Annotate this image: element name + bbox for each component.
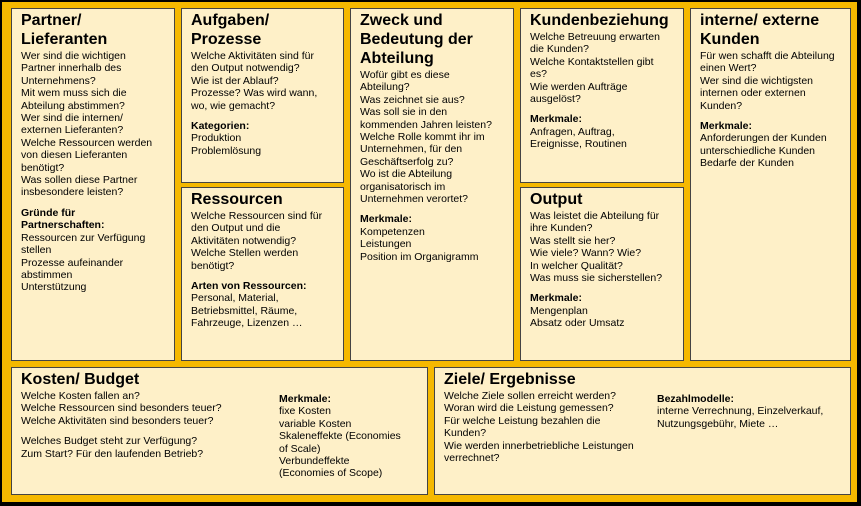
- kundenbeziehung-question-4: es?: [530, 68, 547, 81]
- kunden-spacer: [700, 112, 842, 120]
- kundenbeziehung-title-line-1: Kundenbeziehung: [530, 12, 669, 29]
- kosten-title-line-1: Kosten/ Budget: [21, 371, 140, 388]
- kosten-question-b-1: Welches Budget steht zur Verfügung?: [21, 435, 198, 448]
- zweck-item-3: Position im Organigramm: [360, 250, 479, 263]
- output-heading-1: Merkmale:: [530, 292, 582, 305]
- partner-heading-2: Partnerschaften:: [21, 219, 105, 232]
- kundenbeziehung-heading-1: Merkmale:: [530, 113, 582, 126]
- aufgaben-question-4: Prozesse? Was wird wann,: [191, 87, 318, 100]
- output-question-5: In welcher Qualität?: [530, 259, 623, 272]
- ziele-item-1: interne Verrechnung, Einzelverkauf,: [657, 405, 824, 418]
- ressourcen-question-2: den Output und die: [191, 222, 281, 235]
- block-partner: [11, 8, 175, 361]
- kosten-item-3: Skaleneffekte (Economies: [279, 430, 401, 443]
- ziele-question-2: Woran wird die Leistung gemessen?: [444, 402, 614, 415]
- partner-item-3: Prozesse aufeinander: [21, 256, 124, 269]
- kosten-item-4: of Scale): [279, 442, 321, 455]
- kundenbeziehung-item-2: Ereignisse, Routinen: [530, 138, 627, 151]
- ressourcen-item-3: Fahrzeuge, Lizenzen …: [191, 317, 303, 330]
- output-item-2: Absatz oder Umsatz: [530, 317, 625, 330]
- ziele-question-1: Welche Ziele sollen erreicht werden?: [444, 390, 616, 402]
- ressourcen-item-1: Personal, Material,: [191, 292, 279, 305]
- ressourcen-spacer: [191, 272, 335, 280]
- kunden-question-3: Wer sind die wichtigsten: [700, 74, 814, 87]
- kundenbeziehung-question-6: ausgelöst?: [530, 93, 581, 106]
- ziele-item-2: Nutzungsgebühr, Miete …: [657, 417, 779, 430]
- ressourcen-question-4: Welche Stellen werden: [191, 247, 299, 260]
- kosten-item-5: Verbundeffekte: [279, 455, 350, 468]
- aufgaben-title-line-1: Aufgaben/: [191, 12, 270, 29]
- aufgaben-title-line-2: Prozesse: [191, 31, 262, 48]
- kunden-title-line-2: Kunden: [700, 31, 760, 48]
- partner-heading-1: Gründe für: [21, 206, 76, 219]
- kosten-question-3: Welche Aktivitäten sind besonders teuer?: [21, 414, 214, 427]
- kundenbeziehung-item-1: Anfragen, Auftrag,: [530, 125, 615, 138]
- aufgaben-spacer: [191, 112, 335, 120]
- block-kundenbeziehung: [520, 8, 684, 183]
- partner-title-line-1: Partner/: [21, 12, 82, 29]
- output-title-line-1: Output: [530, 191, 583, 208]
- kunden-question-4: internen oder externen: [700, 87, 806, 100]
- zweck-title-line-1: Zweck und: [360, 12, 443, 29]
- partner-question-6: Wer sind die internen/: [21, 112, 123, 125]
- canvas-frame: [2, 2, 857, 502]
- ressourcen-heading-1: Arten von Ressourcen:: [191, 280, 307, 293]
- ziele-question-6: verrechnet?: [444, 452, 500, 465]
- ziele-left-column: [444, 371, 654, 464]
- partner-question-7: externen Lieferanten?: [21, 124, 124, 137]
- partner-question-11: Was sollen diese Partner: [21, 174, 138, 187]
- kundenbeziehung-question-2: die Kunden?: [530, 43, 589, 56]
- block-output: [520, 187, 684, 361]
- zweck-question-10: organisatorisch im: [360, 180, 446, 193]
- kosten-heading-1: Merkmale:: [279, 393, 331, 405]
- kosten-item-2: variable Kosten: [279, 417, 352, 430]
- output-item-1: Mengenplan: [530, 304, 588, 317]
- ziele-title-line-1: Ziele/ Ergebnisse: [444, 371, 576, 388]
- output-question-6: Was muss sie sicherstellen?: [530, 272, 663, 285]
- kunden-title-line-1: interne/ externe: [700, 12, 820, 29]
- ziele-right-column: [657, 393, 847, 430]
- zweck-spacer: [360, 205, 505, 213]
- kosten-question-b-2: Zum Start? Für den laufenden Betrieb?: [21, 447, 204, 460]
- kundenbeziehung-spacer: [530, 105, 675, 113]
- zweck-question-5: kommenden Jahren leisten?: [360, 118, 492, 131]
- kosten-question-1: Welche Kosten fallen an?: [21, 390, 140, 402]
- kunden-item-2: unterschiedliche Kunden: [700, 144, 815, 157]
- partner-question-5: Abteilung abstimmen?: [21, 99, 125, 112]
- partner-item-4: abstimmen: [21, 268, 73, 281]
- aufgaben-heading-1: Kategorien:: [191, 120, 250, 133]
- zweck-question-4: Was soll sie in den: [360, 106, 448, 119]
- kosten-left-column: [21, 371, 276, 460]
- kundenbeziehung-question-5: Wie werden Aufträge: [530, 80, 628, 93]
- kosten-item-1: fixe Kosten: [279, 405, 331, 418]
- block-ressourcen: [181, 187, 344, 361]
- kunden-question-5: Kunden?: [700, 99, 743, 112]
- output-question-1: Was leistet die Abteilung für: [530, 210, 660, 222]
- zweck-question-9: Wo ist die Abteilung: [360, 168, 453, 181]
- partner-question-4: Mit wem muss sich die: [21, 87, 127, 100]
- aufgaben-question-5: wo, wie gemacht?: [191, 99, 276, 112]
- ressourcen-title-line-1: Ressourcen: [191, 191, 283, 208]
- kosten-spacer: [21, 427, 276, 435]
- zweck-question-6: Welche Rolle kommt ihr im: [360, 131, 485, 144]
- partner-item-5: Unterstützung: [21, 281, 87, 294]
- zweck-question-3: Was zeichnet sie aus?: [360, 93, 465, 106]
- output-question-3: Was stellt sie her?: [530, 234, 616, 247]
- zweck-question-7: Unternehmen, für den: [360, 143, 463, 156]
- kunden-heading-1: Merkmale:: [700, 120, 752, 133]
- zweck-item-2: Leistungen: [360, 238, 412, 251]
- zweck-question-1: Wofür gibt es diese: [360, 69, 450, 81]
- kosten-item-6: (Economies of Scope): [279, 467, 383, 480]
- partner-spacer: [21, 199, 166, 207]
- partner-question-3: Unternehmens?: [21, 74, 96, 87]
- zweck-question-2: Abteilung?: [360, 81, 410, 94]
- partner-question-9: von diesen Lieferanten: [21, 149, 128, 162]
- partner-question-10: benötigt?: [21, 161, 65, 174]
- partner-item-1: Ressourcen zur Verfügung: [21, 231, 146, 244]
- ressourcen-question-5: benötigt?: [191, 259, 235, 272]
- output-question-4: Wie viele? Wann? Wie?: [530, 247, 642, 260]
- output-spacer: [530, 284, 675, 292]
- output-question-2: ihre Kunden?: [530, 222, 593, 235]
- partner-question-12: insbesondere leisten?: [21, 186, 124, 199]
- ziele-heading-1: Bezahlmodelle:: [657, 393, 735, 405]
- zweck-title-line-3: Abteilung: [360, 50, 434, 67]
- zweck-question-11: Unternehmen verortet?: [360, 193, 468, 206]
- partner-title-line-2: Lieferanten: [21, 31, 108, 48]
- block-aufgaben: [181, 8, 344, 183]
- zweck-question-8: Geschäftserfolg zu?: [360, 155, 454, 168]
- kunden-question-1: Für wen schafft die Abteilung: [700, 50, 835, 62]
- zweck-title-line-2: Bedeutung der: [360, 31, 473, 48]
- ziele-question-4: Kunden?: [444, 427, 487, 440]
- partner-question-2: Partner innerhalb des: [21, 62, 122, 75]
- zweck-item-1: Kompetenzen: [360, 225, 425, 238]
- aufgaben-item-2: Problemlösung: [191, 144, 262, 157]
- partner-item-2: stellen: [21, 244, 52, 257]
- block-kunden: [690, 8, 851, 361]
- aufgaben-item-1: Produktion: [191, 132, 242, 145]
- kunden-question-2: einen Wert?: [700, 62, 757, 75]
- aufgaben-question-3: Wie ist der Ablauf?: [191, 74, 279, 87]
- kosten-question-2: Welche Ressourcen sind besonders teuer?: [21, 402, 222, 415]
- zweck-heading-1: Merkmale:: [360, 213, 412, 226]
- partner-question-8: Welche Ressourcen werden: [21, 136, 153, 149]
- block-zweck: [350, 8, 514, 361]
- ressourcen-question-3: Aktivitäten notwendig?: [191, 234, 297, 247]
- block-kosten: [11, 367, 428, 495]
- kunden-item-1: Anforderungen der Kunden: [700, 132, 827, 145]
- kundenbeziehung-question-1: Welche Betreuung erwarten: [530, 31, 660, 43]
- ziele-question-5: Wie werden innerbetriebliche Leistungen: [444, 439, 634, 452]
- partner-question-1: Wer sind die wichtigen: [21, 50, 126, 62]
- aufgaben-question-2: den Output notwendig?: [191, 62, 300, 75]
- aufgaben-question-1: Welche Aktivitäten sind für: [191, 50, 314, 62]
- ressourcen-item-2: Betriebsmittel, Räume,: [191, 304, 298, 317]
- ressourcen-question-1: Welche Ressourcen sind für: [191, 210, 323, 222]
- block-ziele: [434, 367, 851, 495]
- ziele-question-3: Für welche Leistung bezahlen die: [444, 414, 601, 427]
- kosten-right-column: [279, 393, 424, 480]
- kunden-item-3: Bedarfe der Kunden: [700, 157, 794, 170]
- kundenbeziehung-question-3: Welche Kontaktstellen gibt: [530, 55, 654, 68]
